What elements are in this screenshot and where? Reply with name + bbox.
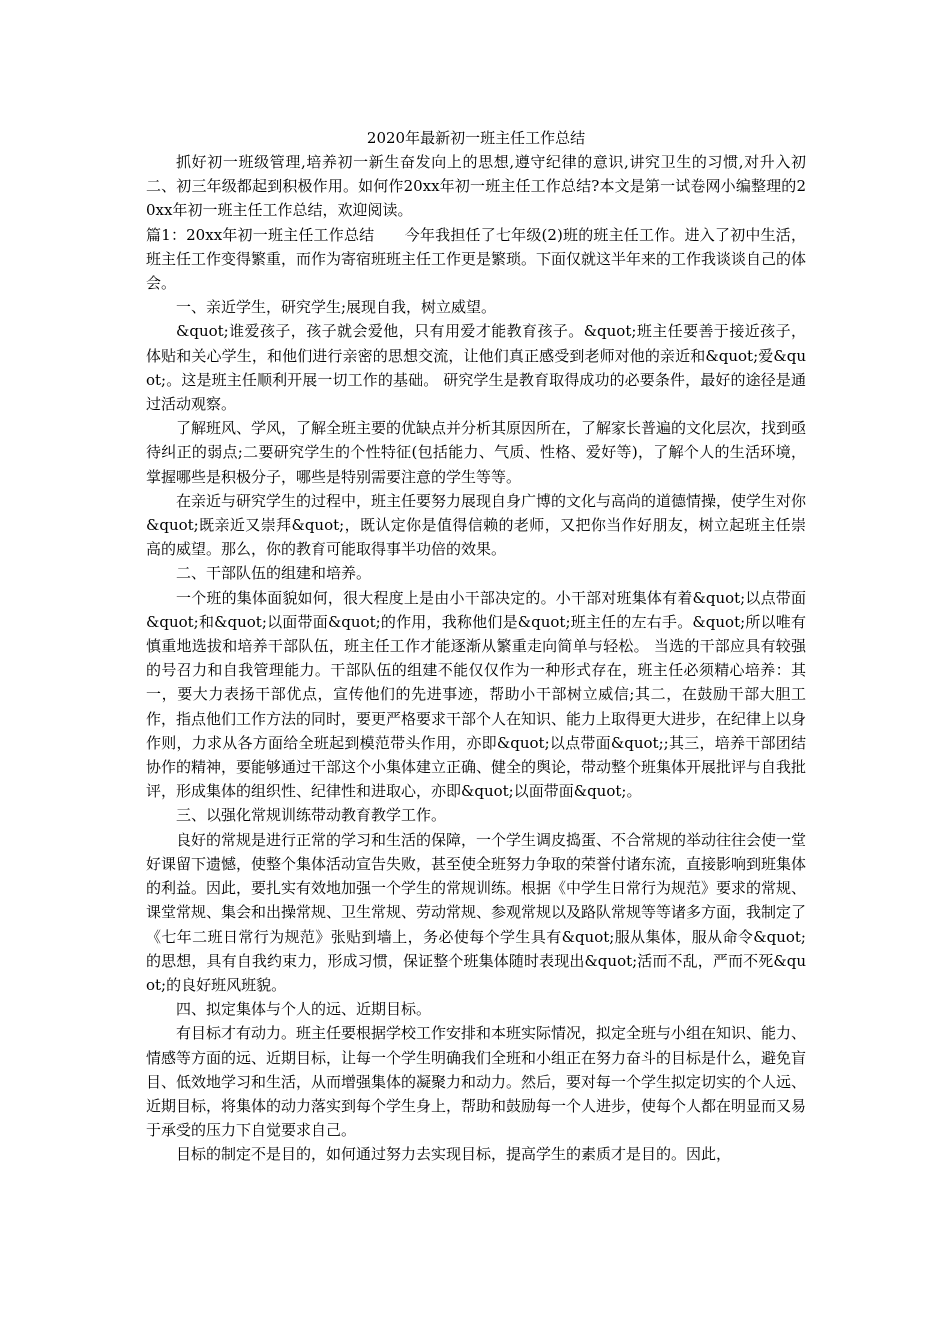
paragraph: 一个班的集体面貌如何，很大程度上是由小干部决定的。小干部对班集体有着&quot;以点带面&quot;和&quot;以面带面&quot;的作用，我称他们是&quot;班主任的左右手。&quot;所以唯有慎重地选拔和培养干部队伍，班主任工作才能逐渐从繁重走向简单与轻松。 当选的干部应具有较强的号召力和自我管理能力。干部队伍的组建不能仅仅作为一种形式存在，班主任必须精心培养：其一，要大力表扬干部优点，宣传他们的先进事迹，帮助小干部树立威信;其二，在鼓励干部大胆工作，指点他们工作方法的同时，要更严格要求干部个人在知识、能力上取得更大进步，在纪律上以身作则，力求从各方面给全班起到模范带头作用，亦即&quot;以点带面&quot;;其三，培养干部团结协作的精神，要能够通过干部这个小集体建立正确、健全的舆论，带动整个班集体开展批评与自我批评，形成集体的组织性、纪律性和进取心，亦即&quot;以面带面&quot;。 — [146, 588, 807, 801]
paragraph: 抓好初一班级管理,培养初一新生奋发向上的思想,遵守纪律的意识,讲究卫生的习惯,对升入初二、初三年级都起到积极作用。如何作20xx年初一班主任工作总结?本文是第一试卷网小编整理的20xx年初一班主任工作总结，欢迎阅读。 — [146, 153, 806, 220]
paragraph: &quot;谁爱孩子，孩子就会爱他，只有用爱才能教育孩子。&quot;班主任要善于接近孩子，体贴和关心学生，和他们进行亲密的思想交流，让他们真正感受到老师对他的亲近和&quot;爱&quot;。这是班主任顺利开展一切工作的基础。 研究学生是教育取得成功的必要条件，最好的途径是通过活动观察。 — [146, 322, 806, 414]
section-heading: 四、拟定集体与个人的远、近期目标。 — [176, 1000, 432, 1019]
paragraph: 有目标才有动力。班主任要根据学校工作安排和本班实际情况，拟定全班与小组在知识、能力、情感等方面的远、近期目标，让每一个学生明确我们全班和小组正在努力奋斗的目标是什么，避免盲目、低效地学习和生活，从而增强集体的凝聚力和动力。然后，要对每一个学生拟定切实的个人远、近期目标，将集体的动力落实到每个学生身上，帮助和鼓励每一个人进步，使每个人都在明显而又易于承受的压力下自觉要求自己。 — [146, 1024, 807, 1140]
section-heading: 三、以强化常规训练带动教育教学工作。 — [176, 806, 447, 825]
paragraph: 在亲近与研究学生的过程中，班主任要努力展现自身广博的文化与高尚的道德情操，使学生对你&quot;既亲近又崇拜&quot;，既认定你是值得信赖的老师，又把你当作好朋友，树立起班主任崇高的威望。那么，你的教育可能取得事半功倍的效果。 — [146, 491, 807, 559]
section-heading: 二、干部队伍的组建和培养。 — [176, 564, 372, 583]
paragraph: 篇1：20xx年初一班主任工作总结 今年我担任了七年级(2)班的班主任工作。进入了初中生活，班主任工作变得繁重，而作为寄宿班班主任工作更是繁琐。下面仅就这半年来的工作我谈谈自己的体会。 — [146, 225, 807, 293]
paragraph: 目标的制定不是目的，如何通过努力去实现目标，提高学生的素质才是目的。因此， — [176, 1145, 732, 1164]
paragraph: 良好的常规是进行正常的学习和生活的保障，一个学生调皮捣蛋、不合常规的举动往往会使一堂好课留下遗憾，使整个集体活动宣告失败，甚至使全班努力争取的荣誉付诸东流，直接影响到班集体的利益。因此，要扎实有效地加强一个学生的常规训练。根据《中学生日常行为规范》要求的常规、课堂常规、集会和出操常规、卫生常规、劳动常规、参观常规以及路队常规等等诸多方面，我制定了《七年二班日常行为规范》张贴到墙上，务必使每个学生具有&quot;服从集体，服从命令&quot;的思想，具有自我约束力，形成习惯，保证整个班集体随时表现出&quot;活而不乱，严而不死&quot;的良好班风班貌。 — [146, 830, 807, 994]
document-body — [146, 150, 806, 1167]
section-heading: 一、亲近学生，研究学生;展现自我，树立威望。 — [176, 298, 497, 317]
paragraph: 了解班风、学风，了解全班主要的优缺点并分析其原因所在，了解家长普遍的文化层次，找到亟待纠正的弱点;二要研究学生的个性特征(包括能力、气质、性格、爱好等)，了解个人的生活环境，掌握哪些是积极分子，哪些是特别需要注意的学生等等。 — [146, 419, 807, 486]
document-page — [146, 126, 806, 1167]
document-title: 2020年最新初一班主任工作总结 — [366, 129, 586, 147]
